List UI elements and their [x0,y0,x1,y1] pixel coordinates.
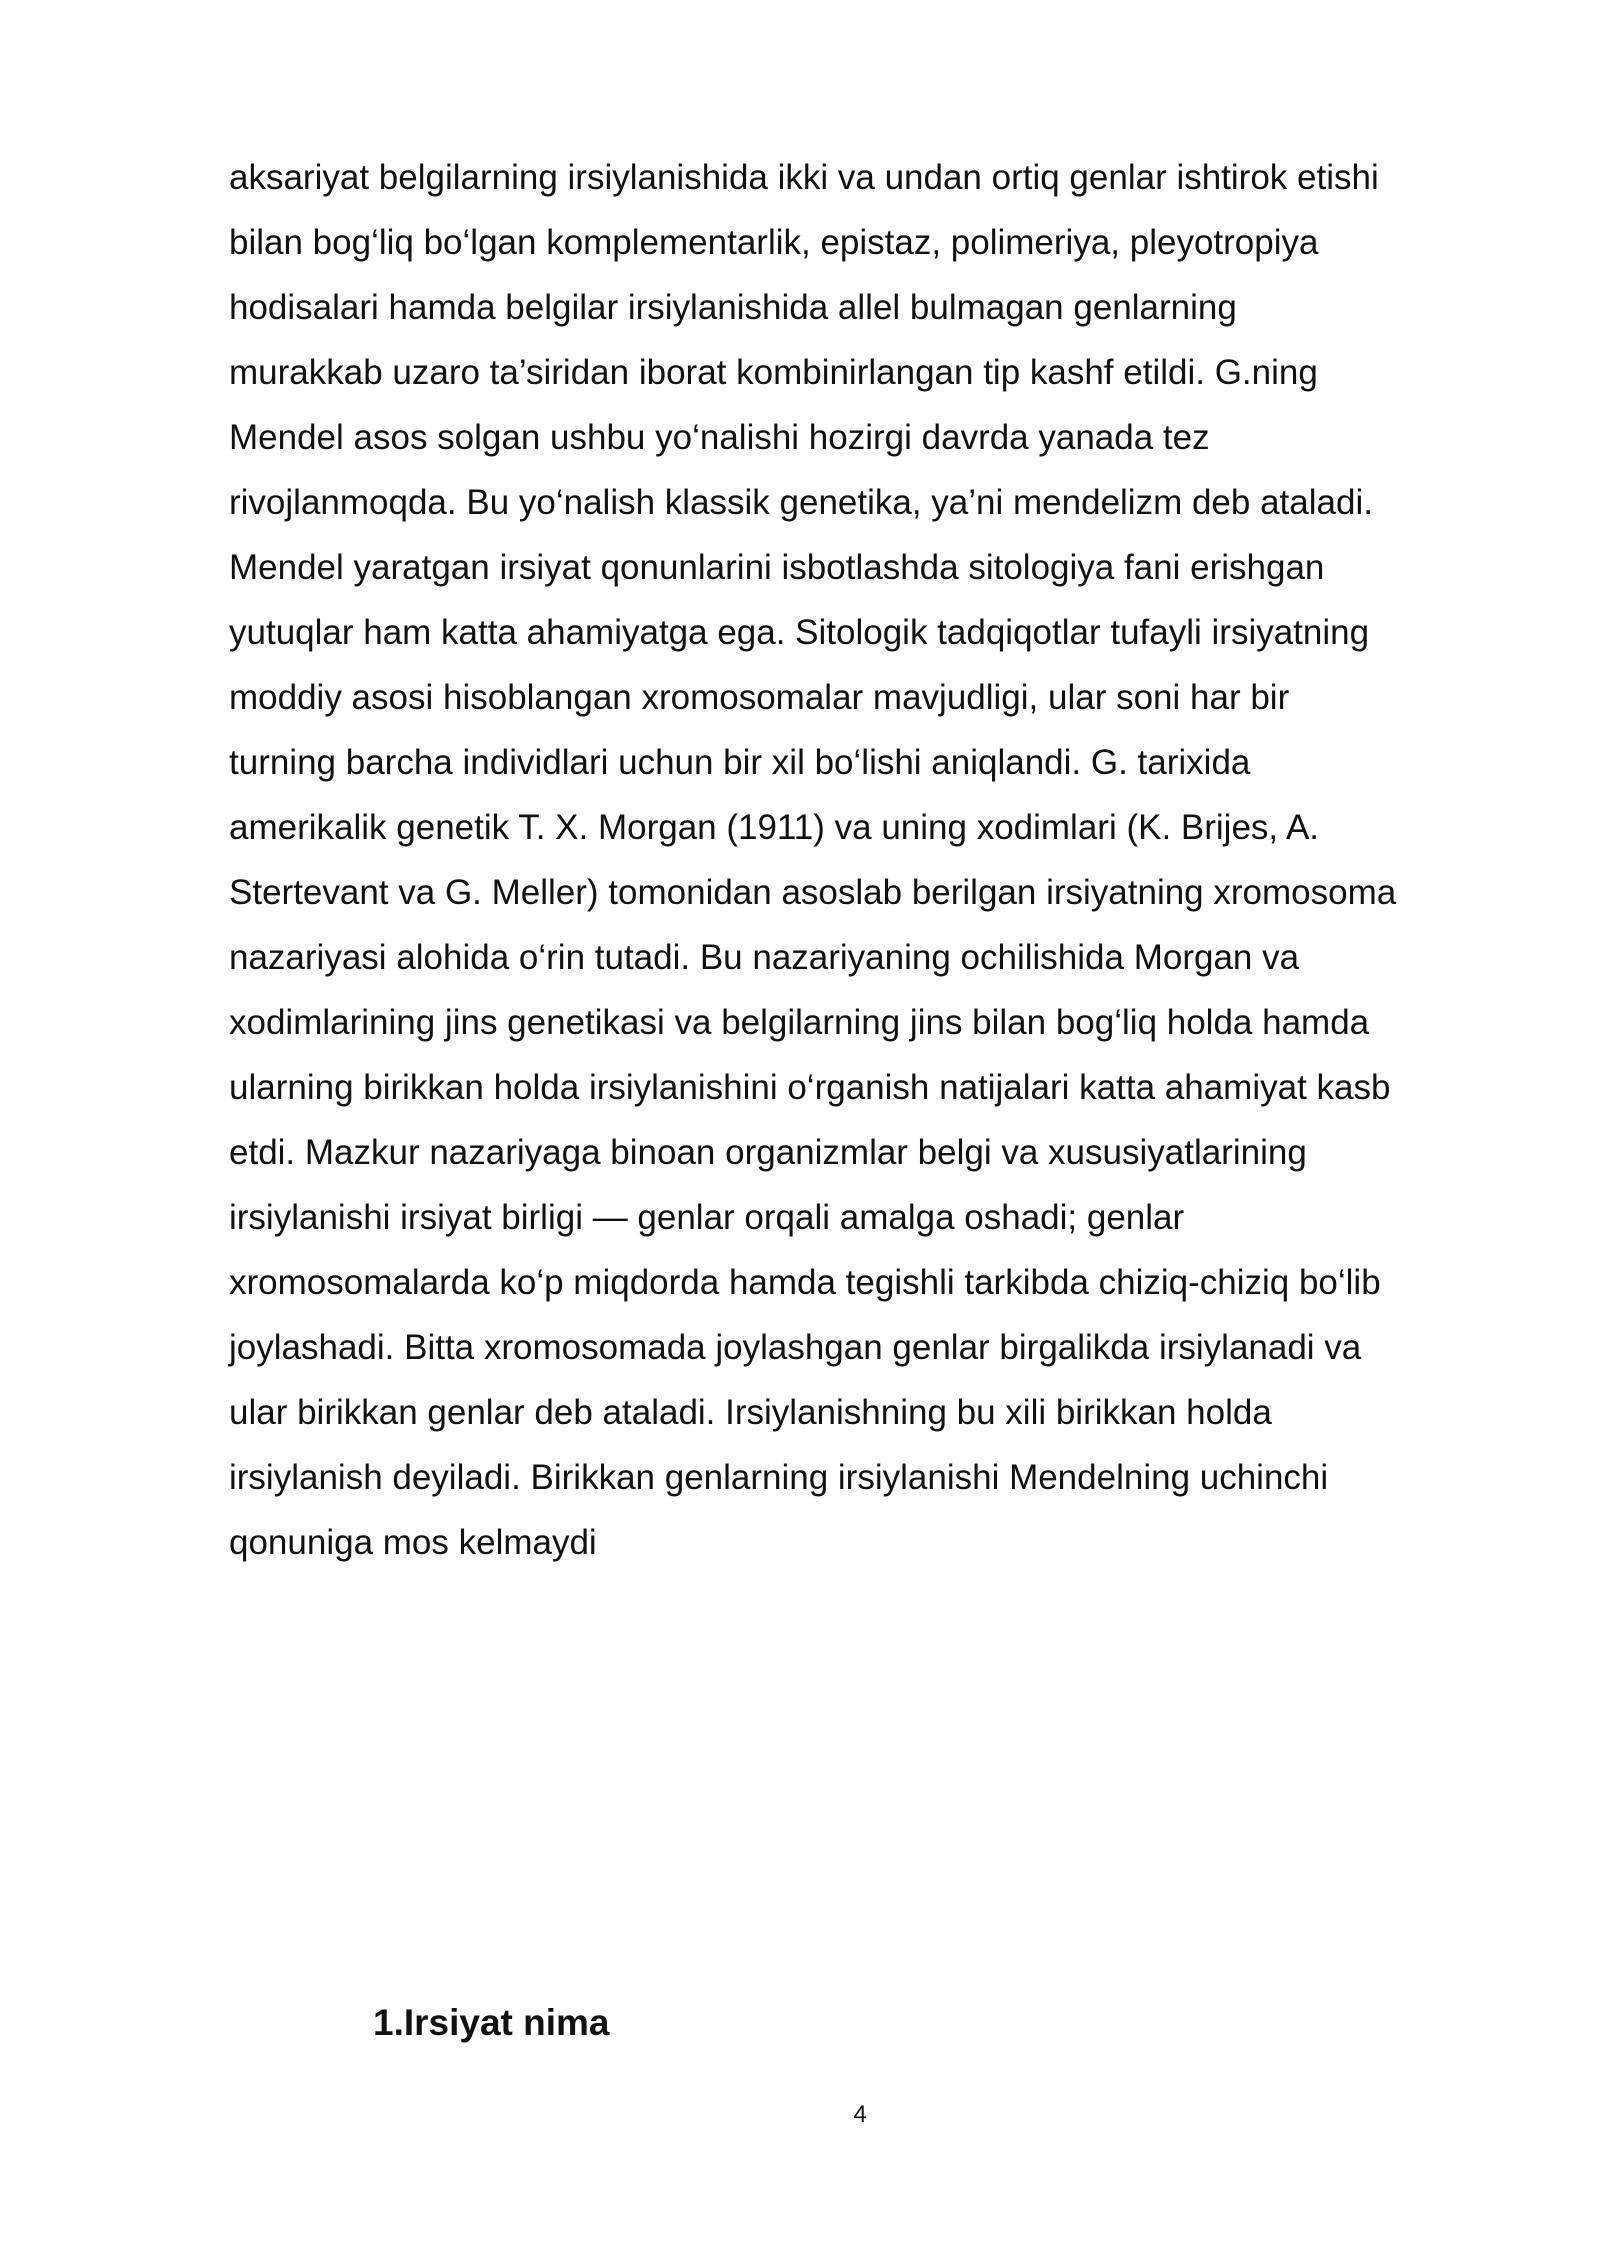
paragraph-line: turning barcha individlari uchun bir xil bo‘lishi aniqlandi. G. tarixida [229,743,1251,782]
paragraph-line: Stertevant va G. Meller) tomonidan asoslab berilgan irsiyatning xromosoma [229,873,1397,912]
paragraph-line: nazariyasi alohida o‘rin tutadi. Bu nazariyaning ochilishida Morgan va [229,938,1300,977]
section-heading: 1.Irsiyat nima [373,2002,610,2043]
paragraph-line: joylashadi. Bitta xromosomada joylashgan genlar birgalikda irsiylanadi va [229,1328,1362,1367]
paragraph-line: bilan bog‘liq bo‘lgan komplementarlik, epistaz, polimeriya, pleyotropiya [229,223,1319,262]
body-paragraph [229,145,1529,1575]
paragraph-line: xodimlarining jins genetikasi va belgilarning jins bilan bog‘liq holda hamda [229,1003,1370,1042]
paragraph-line: irsiylanishi irsiyat birligi — genlar orqali amalga oshadi; genlar [229,1198,1185,1237]
paragraph-line: rivojlanmoqda. Bu yo‘nalish klassik genetika, ya’ni mendelizm deb ataladi. [229,483,1373,522]
paragraph-line: xromosomalarda ko‘p miqdorda hamda tegishli tarkibda chiziq-chiziq bo‘lib [229,1263,1381,1302]
paragraph-line: irsiylanish deyiladi. Birikkan genlarning irsiylanishi Mendelning uchinchi [229,1458,1329,1497]
paragraph-line: moddiy asosi hisoblangan xromosomalar mavjudligi, ular soni har bir [229,678,1290,717]
paragraph-line: etdi. Mazkur nazariyaga binoan organizmlar belgi va xususiyatlarining [229,1133,1307,1172]
paragraph-line: ular birikkan genlar deb ataladi. Irsiylanishning bu xili birikkan holda [229,1393,1272,1432]
paragraph-line: hodisalari hamda belgilar irsiylanishida allel bulmagan genlarning [229,288,1237,327]
paragraph-line: murakkab uzaro ta’siridan iborat kombinirlangan tip kashf etildi. G.ning [229,353,1318,392]
paragraph-line: aksariyat belgilarning irsiylanishida ikki va undan ortiq genlar ishtirok etishi [229,158,1379,197]
paragraph-line: qonuniga mos kelmaydi [229,1523,597,1562]
paragraph-line: ularning birikkan holda irsiylanishini o‘rganish natijalari katta ahamiyat kasb [229,1068,1391,1107]
paragraph-line: yutuqlar ham katta ahamiyatga ega. Sitologik tadqiqotlar tufayli irsiyatning [229,613,1370,652]
paragraph-line: amerikalik genetik T. X. Morgan (1911) va uning xodimlari (K. Brijes, A. [229,808,1320,847]
page-number: 4 [853,2101,867,2128]
paragraph-line: Mendel asos solgan ushbu yo‘nalishi hozirgi davrda yanada tez [229,418,1210,457]
paragraph-line: Mendel yaratgan irsiyat qonunlarini isbotlashda sitologiya fani erishgan [229,548,1325,587]
